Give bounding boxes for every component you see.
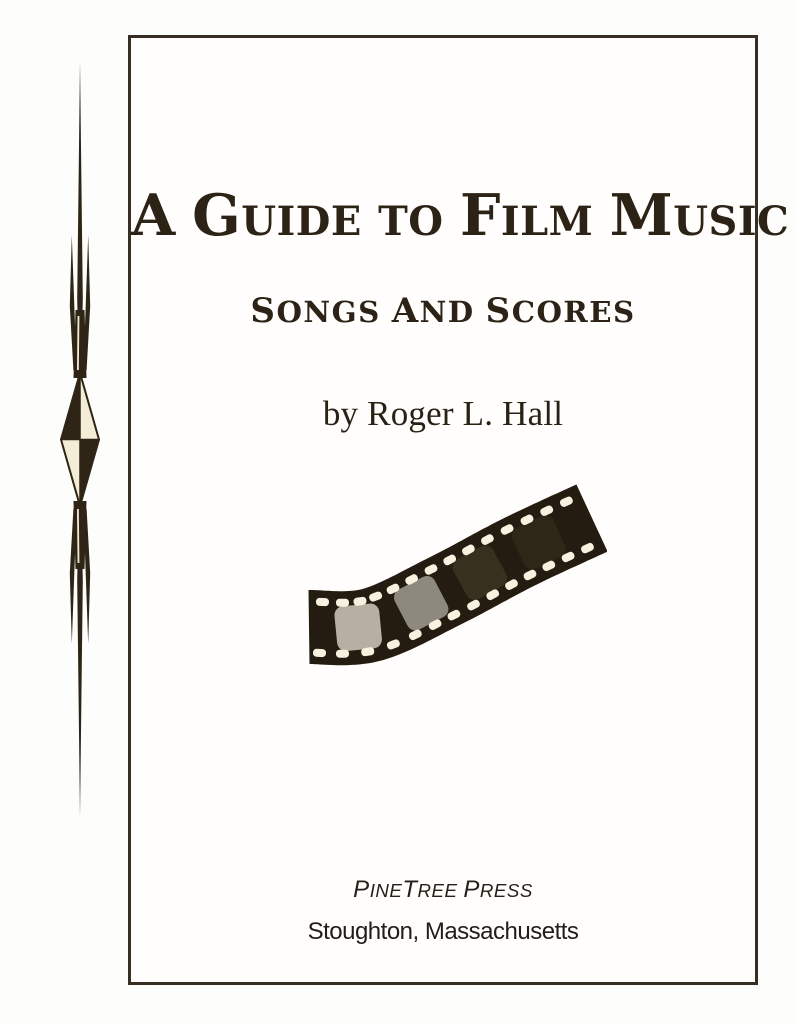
publisher-name (131, 878, 755, 902)
text-segment: ILM (500, 199, 594, 246)
text-segment (362, 192, 378, 246)
text-segment (444, 192, 460, 246)
text-segment: A (131, 182, 176, 250)
filmstrip-graphic (295, 465, 607, 707)
text-segment: UIDE (241, 199, 362, 246)
text-segment: G (192, 182, 242, 250)
author-byline: by Roger L. Hall (322, 394, 564, 433)
text-segment (176, 192, 192, 246)
publisher-location: Stoughton, Massachusetts (307, 918, 579, 945)
text-segment: P (353, 876, 370, 903)
text-segment: ONGS (276, 295, 381, 330)
filmstrip-icon (295, 465, 607, 707)
text-segment: CORES (511, 295, 636, 330)
text-segment (381, 297, 392, 329)
text-segment: S (485, 291, 512, 332)
text-segment: A (391, 291, 420, 332)
text-segment: T (402, 876, 418, 903)
ornament-diamond (61, 373, 99, 506)
text-segment: RESS (479, 880, 533, 901)
text-segment: M (609, 182, 674, 250)
text-segment: P (463, 876, 480, 903)
text-segment: USIC (673, 199, 790, 246)
text-segment (593, 192, 609, 246)
text-segment: F (459, 182, 501, 250)
text-segment (475, 297, 486, 329)
cover-border-frame (128, 35, 790, 985)
text-segment: REE (417, 880, 458, 901)
book-subtitle (131, 291, 755, 332)
text-segment: TO (378, 199, 444, 246)
text-segment: S (250, 291, 277, 332)
text-segment: INE (369, 880, 403, 901)
spine-ornament-icon (50, 58, 112, 820)
text-segment: ND (419, 295, 475, 330)
book-title (131, 182, 790, 250)
